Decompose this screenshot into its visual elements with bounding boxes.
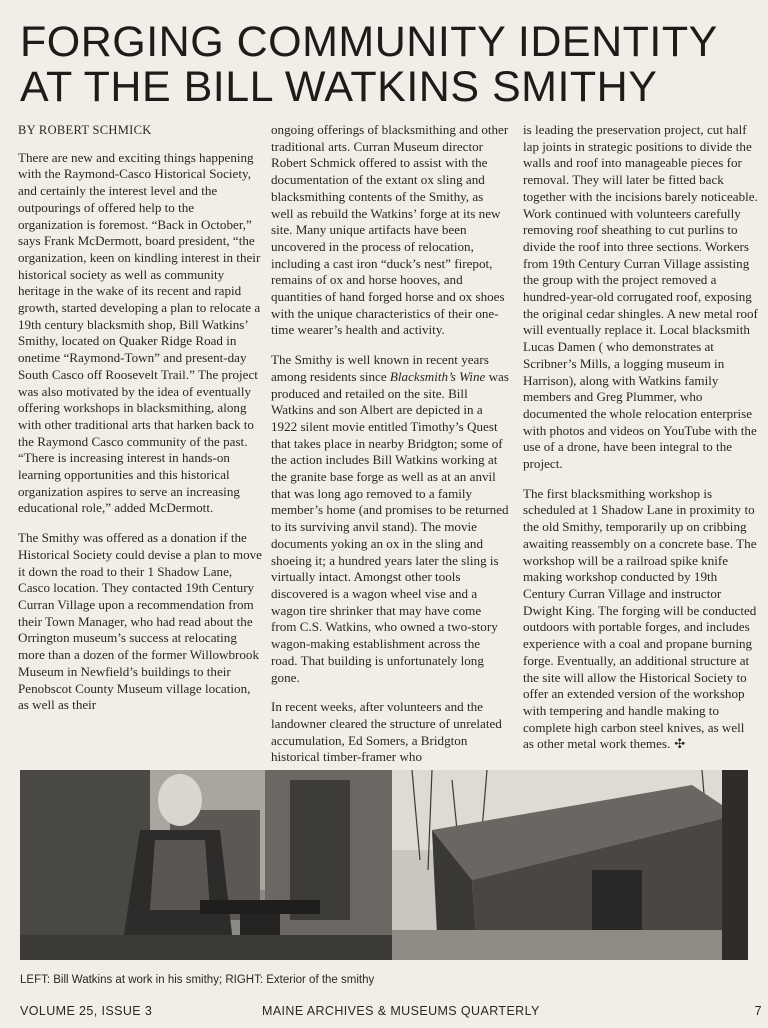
issue-label: VOLUME 25, ISSUE 3 bbox=[20, 1004, 153, 1018]
movie-title-italic: Blacksmith’s Wine bbox=[389, 368, 486, 384]
paragraph bbox=[271, 352, 509, 686]
text-run: The first blacksmithing workshop is scheduled at 1 Shadow Lane in proximity to the old Smithy, temporarily up on cribbing awaiting reassembly on a concrete base. The workshop will be a railroad spike knife making workshop conducted by 19th Century Curran Village and instructor Dwight King. The forging will be conducted outdoors with portable forges, and includes experience with a coal and propane burning forge. Eventually, an additional structure at the site will allow the Historical Society to offer an extended version of the workshop with tempering and handle making to complete high carbon steel knives, as well as other metal work themes. bbox=[523, 485, 757, 752]
title-line-2: AT THE BILL WATKINS SMITHY bbox=[20, 63, 658, 111]
photo-caption: LEFT: Bill Watkins at work in his smithy; RIGHT: Exterior of the smithy bbox=[20, 974, 375, 986]
text-run: was produced and retailed on the site. Bill Watkins and son Albert are depicted in a 1922 silent movie entitled Timothy’s Quest that takes place in nearby Bridgton; some of the action includes Bill Watkins working at the granite base forge as well as at an anvil that was long ago removed to a family member’s home (and promises to be returned to its surviving anvil stand). The movie documents yoking an ox in the sling and shoeing it; a hundred years later the sling is virtually intact. Amongst other tools discovered is a wagon wheel vise and a wagon tire shrinker that may have come from C.S. Watkins, who owned a two-story wagon-making establishment across the road. That building is unfortunately long gone. bbox=[271, 368, 509, 685]
column-3 bbox=[523, 122, 758, 766]
photo-smithy-exterior bbox=[392, 770, 748, 960]
column-2 bbox=[271, 122, 509, 779]
paragraph bbox=[523, 486, 758, 753]
text-run: The Smithy is well known in recent years among residents since bbox=[271, 352, 489, 384]
page-footer bbox=[0, 1004, 768, 1024]
end-of-article-icon: ✣ bbox=[674, 736, 686, 752]
paragraph: The Smithy was offered as a donation if the Historical Society could devise a plan to move it down the road to their 1 Shadow Lane, Casco location. They contacted 19th Century Curran Village upon a recommendation from their Town Manager, who had read about the Orrington museum’s success at relocating more than a dozen of the former Willowbrook Museum in Newfield’s buildings to their Penobscot County Museum village location, as well as their bbox=[18, 530, 262, 713]
paragraph: There are new and exciting things happening with the Raymond-Casco Historical Society, and certainly the interest level and the outpourings of offered help to the organization is foremost. “Back in October,” says Frank McDermott, board president, “the organization, keen on kindling interest in their historical society as well as community heritage in the wake of its recent and rapid growth, started developing a plan to relocate a 19th century blacksmith shop, Bill Watkins’ Smithy, located on Quaker Ridge Road in onetime “Raymond-Town” and present-day South Casco off Roosevelt Trail.” The project was also motivated by the idea of eventually offering workshops in blacksmithing, along with other traditional arts that harken back to the Raymond Casco community of the past. “There is increasing interest in hands-on learning opportunities and this historical organization aspires to serve an increasing educational role,” added McDermott. bbox=[18, 149, 261, 516]
column-1 bbox=[18, 122, 262, 727]
photo-strip bbox=[20, 770, 748, 960]
page-number: 7 bbox=[754, 1004, 762, 1018]
paragraph: is leading the preservation project, cut half lap joints in strategic positions to divide the walls and roof into manageable pieces for removal. They will later be fitted back together with the incisions barely noticeable. Work continued with volunteers carefully removing roof sheathing to cut purlins to divide the roof into three sections. Workers from 19th Century Curran Village assisting the group with the project removed a hundred-year-old corrugated roof, exposing the original cedar shingles. A new metal roof will eventually replace it. Local blacksmith Lucas Damen ( who demonstrates at Scribner’s Mills, a logging museum in Harrison), along with Watkins family members and Greg Plummer, who documented the whole relocation enterprise with photos and videos on YouTube with the use of a drone, have been integral to the project. bbox=[523, 122, 758, 472]
article-title bbox=[20, 20, 750, 110]
photo-blacksmith-at-work bbox=[20, 770, 392, 960]
byline: BY ROBERT SCHMICK bbox=[18, 123, 152, 137]
paragraph: In recent weeks, after volunteers and the landowner cleared the structure of unrelated accumulation, Ed Somers, a Bridgton historical timber-framer who bbox=[271, 699, 502, 765]
publication-name: MAINE ARCHIVES & MUSEUMS QUARTERLY bbox=[262, 1004, 540, 1018]
paragraph: ongoing offerings of blacksmithing and other traditional arts. Curran Museum director Robert Schmick offered to assist with the documentation of the extant ox sling and blacksmithing contents of the Smithy, as well as rebuild the Watkins’ forge at its new site. Many unique artifacts have been uncovered in the process of relocation, including a cast iron “duck’s nest” firepot, remains of ox and horse hooves, and quantities of hand forged horse and ox shoes with the unique characteristics of their one-time wearer’s health and activity. bbox=[271, 122, 509, 338]
title-line-1: FORGING COMMUNITY IDENTITY bbox=[20, 18, 718, 66]
